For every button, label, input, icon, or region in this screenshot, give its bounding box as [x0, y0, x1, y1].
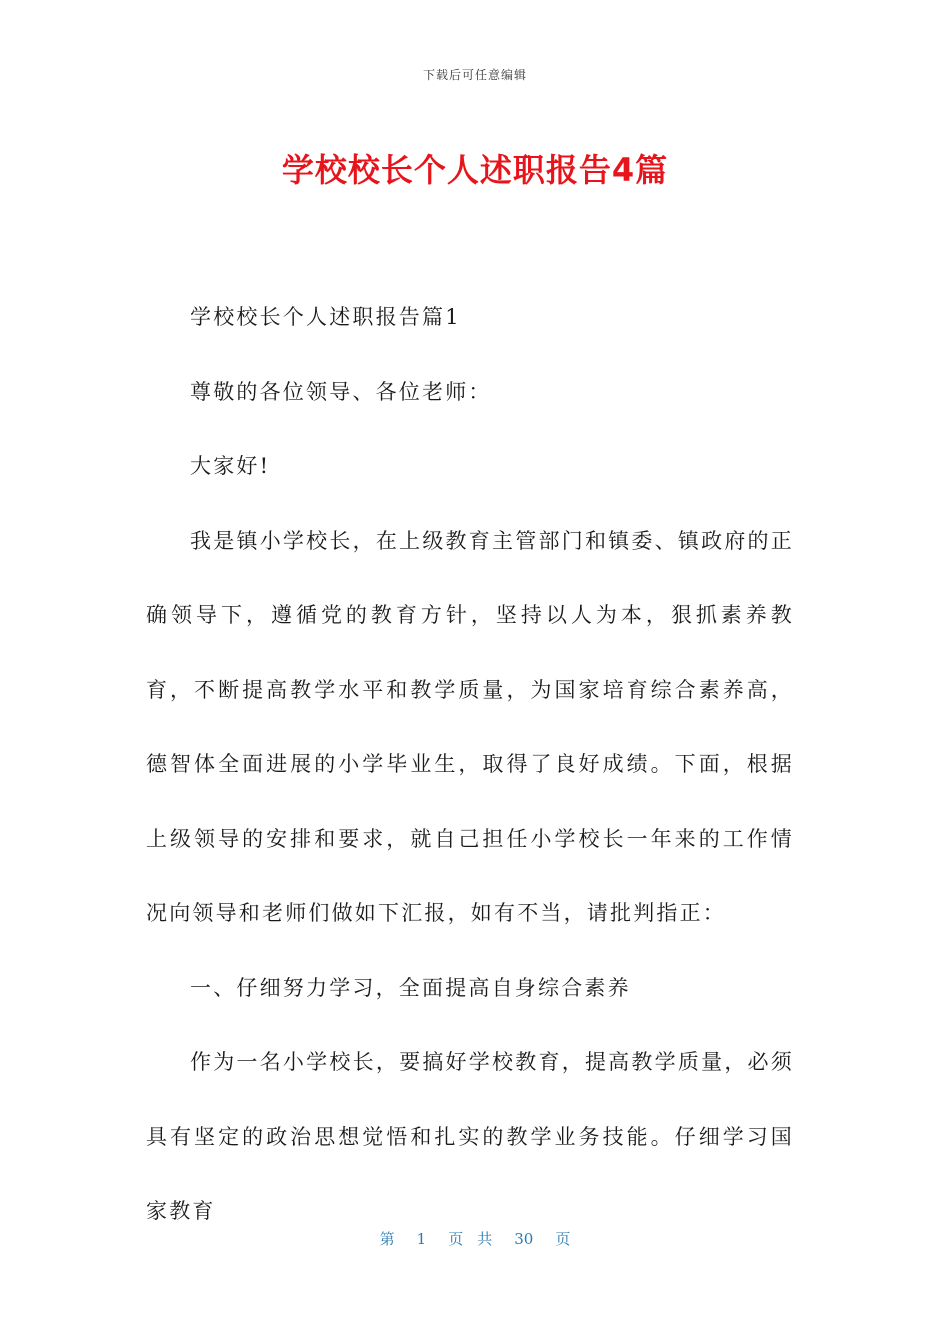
greeting: 大家好!: [190, 454, 271, 478]
body-paragraph: 作为一名小学校长，要搞好学校教育，提高教学质量，必须具有坚定的政治思想觉悟和扎实的教学业务技能。仔细学习国家教育: [146, 1050, 794, 1223]
header-note: 下载后可任意编辑: [422, 68, 527, 82]
document-body: [146, 280, 794, 1249]
footer-page-number: 1: [416, 1230, 427, 1248]
footer-page-unit: 页: [448, 1230, 464, 1248]
footer-page-label: 第: [379, 1230, 395, 1248]
page-footer: [0, 1228, 950, 1249]
salutation: 尊敬的各位领导、各位老师：: [190, 379, 492, 404]
subsection-heading: 一、仔细努力学习，全面提高自身综合素养: [190, 975, 631, 1000]
footer-total-pages: 30: [514, 1230, 534, 1248]
document-title: 学校校长个人述职报告4篇: [281, 151, 669, 189]
footer-total-label: 共: [477, 1230, 493, 1248]
footer-total-unit: 页: [555, 1230, 571, 1248]
body-paragraph: 我是镇小学校长，在上级教育主管部门和镇委、镇政府的正确领导下，遵循党的教育方针，坚持以人为本，狠抓素养教育，不断提高教学水平和教学质量，为国家培育综合素养高，德智体全面进展的小学毕业生，取得了良好成绩。下面，根据上级领导的安排和要求，就自己担任小学校长一年来的工作情况向领导和老师们做如下汇报，如有不当，请批判指正：: [146, 528, 794, 925]
section-heading: 学校校长个人述职报告篇1: [190, 305, 461, 329]
